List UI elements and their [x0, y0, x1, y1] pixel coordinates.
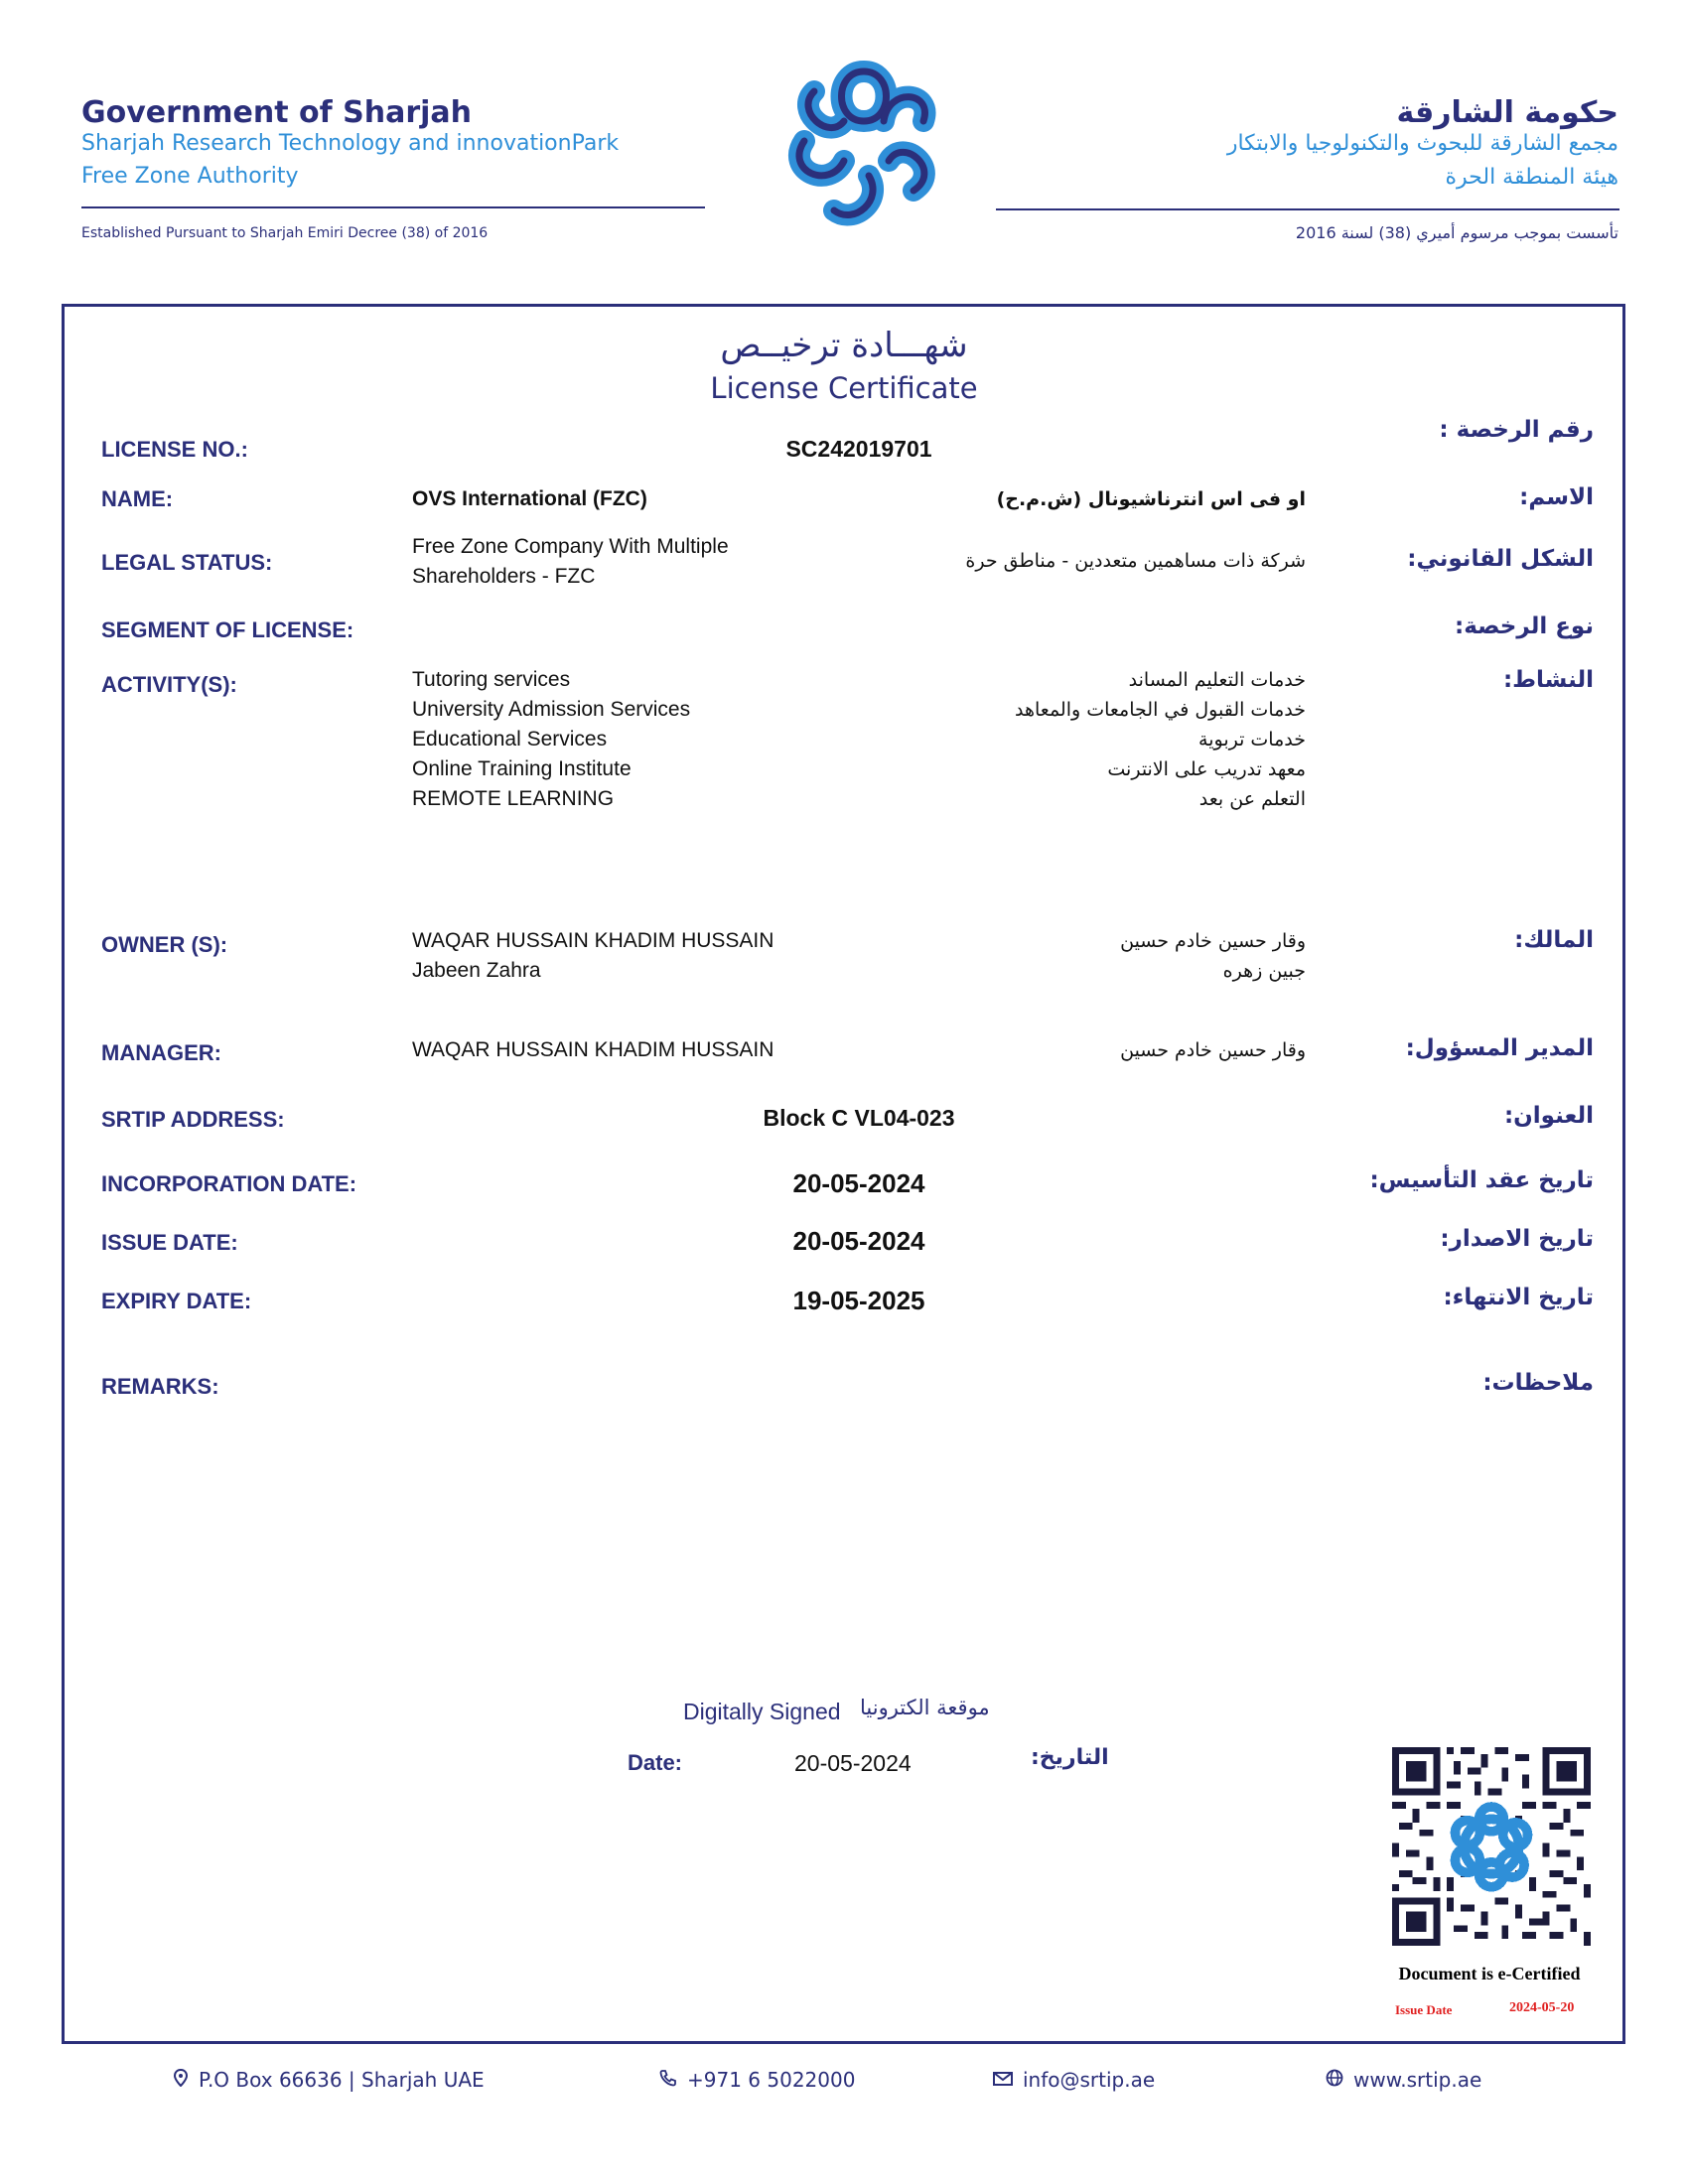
activity-item: Educational Services	[412, 728, 608, 751]
authority-name-ar: هيئة المنطقة الحرة	[1445, 165, 1618, 190]
authority-name-en: Free Zone Authority	[81, 164, 299, 189]
ecert-issue-value: 2024-05-20	[1509, 2000, 1575, 2015]
remarks-label-ar: ملاحظات:	[1482, 1370, 1594, 1396]
digitally-signed-ar: موقعة الكترونيا	[860, 1696, 990, 1719]
activities-label-ar: النشاط:	[1502, 667, 1594, 693]
legal-status-value-line2: Shareholders - FZC	[412, 565, 596, 588]
activity-item-ar: خدمات التعليم المساند	[1128, 669, 1306, 691]
footer-phone[interactable]	[659, 2068, 855, 2092]
owner-item-ar: وقار حسين خادم حسين	[1120, 930, 1306, 952]
owners-label-ar: المالك:	[1514, 927, 1594, 953]
footer-address	[173, 2068, 485, 2092]
park-name-en: Sharjah Research Technology and innovationPark	[81, 131, 620, 156]
signature-date-label-ar: التاريخ:	[1031, 1745, 1109, 1770]
activity-item: Online Training Institute	[412, 757, 632, 780]
license-no-label: LICENSE NO.:	[101, 437, 248, 462]
activity-item: Tutoring services	[412, 668, 571, 691]
segment-label: SEGMENT OF LICENSE:	[101, 617, 354, 642]
footer-web[interactable]	[1326, 2068, 1481, 2092]
issue-date-label-ar: تاريخ الاصدار:	[1440, 1226, 1594, 1252]
digitally-signed-en: Digitally Signed	[683, 1699, 841, 1724]
manager-value-ar: وقار حسين خادم حسين	[1120, 1039, 1306, 1061]
activity-item-ar: خدمات تربوية	[1198, 729, 1306, 751]
ecert-issue-label: Issue Date	[1395, 2002, 1453, 2017]
manager-value: WAQAR HUSSAIN KHADIM HUSSAIN	[412, 1038, 774, 1061]
expiry-date-label-ar: تاريخ الانتهاء:	[1443, 1285, 1594, 1310]
owners-list-en	[412, 926, 774, 986]
owner-item: WAQAR HUSSAIN KHADIM HUSSAIN	[412, 929, 774, 952]
header-divider-right	[996, 208, 1619, 210]
signature-date-value: 20-05-2024	[794, 1750, 912, 1776]
globe-icon	[1326, 2069, 1343, 2087]
srtip-logo	[774, 52, 953, 230]
name-value-ar: او فى اس انترناشيونال (ش.م.ح)	[996, 488, 1306, 510]
issue-date-label: ISSUE DATE:	[101, 1230, 238, 1255]
legal-status-label: LEGAL STATUS:	[101, 550, 273, 575]
license-no-value: SC242019701	[785, 436, 932, 462]
footer-email[interactable]	[993, 2068, 1155, 2092]
footer-email-text: info@srtip.ae	[1023, 2068, 1156, 2092]
location-pin-icon	[173, 2069, 189, 2087]
footer-phone-text: +971 6 5022000	[687, 2068, 856, 2092]
incorporation-date-label: INCORPORATION DATE:	[101, 1171, 357, 1196]
segment-label-ar: نوع الرخصة:	[1455, 614, 1594, 639]
activity-item: REMOTE LEARNING	[412, 787, 615, 810]
license-no-label-ar: رقم الرخصة :	[1439, 417, 1594, 443]
legal-status-label-ar: الشكل القانوني:	[1407, 546, 1594, 572]
activity-item-ar: خدمات القبول في الجامعات والمعاهد	[1015, 699, 1306, 721]
activity-item-ar: التعلم عن بعد	[1198, 788, 1306, 810]
mail-icon	[993, 2071, 1013, 2087]
expiry-date-label: EXPIRY DATE:	[101, 1289, 252, 1313]
footer-web-text: www.srtip.ae	[1353, 2068, 1482, 2092]
legal-status-value-ar: شركة ذات مساهمين متعددين - مناطق حرة	[965, 550, 1306, 572]
phone-icon	[659, 2069, 677, 2087]
established-en: Established Pursuant to Sharjah Emiri Decree (38) of 2016	[81, 225, 489, 241]
owner-item-ar: جبين زهره	[1222, 960, 1306, 982]
activity-item: University Admission Services	[412, 698, 691, 721]
signature-date-label: Date:	[628, 1750, 683, 1775]
address-label: SRTIP ADDRESS:	[101, 1107, 285, 1132]
remarks-label: REMARKS:	[101, 1374, 219, 1399]
certificate-title-ar: شهـــادة ترخيــص	[720, 326, 968, 365]
header-divider-left	[81, 206, 705, 208]
certificate-title-en: License Certificate	[710, 371, 978, 405]
incorporation-date-value: 20-05-2024	[792, 1168, 925, 1198]
manager-label: MANAGER:	[101, 1040, 221, 1065]
address-label-ar: العنوان:	[1503, 1103, 1594, 1129]
expiry-date-value: 19-05-2025	[792, 1286, 925, 1315]
owners-label: OWNER (S):	[101, 932, 228, 957]
activity-item-ar: معهد تدريب على الانترنت	[1107, 758, 1306, 780]
manager-label-ar: المدير المسؤول:	[1405, 1035, 1594, 1061]
owners-list-ar	[1120, 926, 1306, 986]
name-label-ar: الاسم:	[1519, 484, 1594, 510]
established-ar: تأسست بموجب مرسوم أميري (38) لسنة 2016	[1295, 223, 1618, 242]
footer-address-text: P.O Box 66636 | Sharjah UAE	[199, 2068, 485, 2092]
address-value: Block C VL04-023	[763, 1105, 955, 1131]
owner-item: Jabeen Zahra	[412, 959, 541, 982]
name-label: NAME:	[101, 486, 174, 511]
gov-title-ar: حكومة الشارقة	[1396, 95, 1618, 130]
activities-list-ar	[1015, 665, 1306, 814]
issue-date-value: 20-05-2024	[792, 1226, 925, 1256]
activities-label: ACTIVITY(S):	[101, 672, 237, 697]
activities-list-en	[412, 665, 690, 814]
qr-code[interactable]	[1392, 1747, 1591, 1946]
park-name-ar: مجمع الشارقة للبحوث والتكنولوجيا والابتكار	[1226, 131, 1618, 156]
gov-title-en: Government of Sharjah	[81, 95, 473, 130]
ecert-title: Document is e-Certified	[1398, 1964, 1581, 1983]
incorporation-date-label-ar: تاريخ عقد التأسيس:	[1369, 1167, 1594, 1193]
legal-status-value-line1: Free Zone Company With Multiple	[412, 535, 729, 558]
name-value: OVS International (FZC)	[412, 487, 647, 510]
